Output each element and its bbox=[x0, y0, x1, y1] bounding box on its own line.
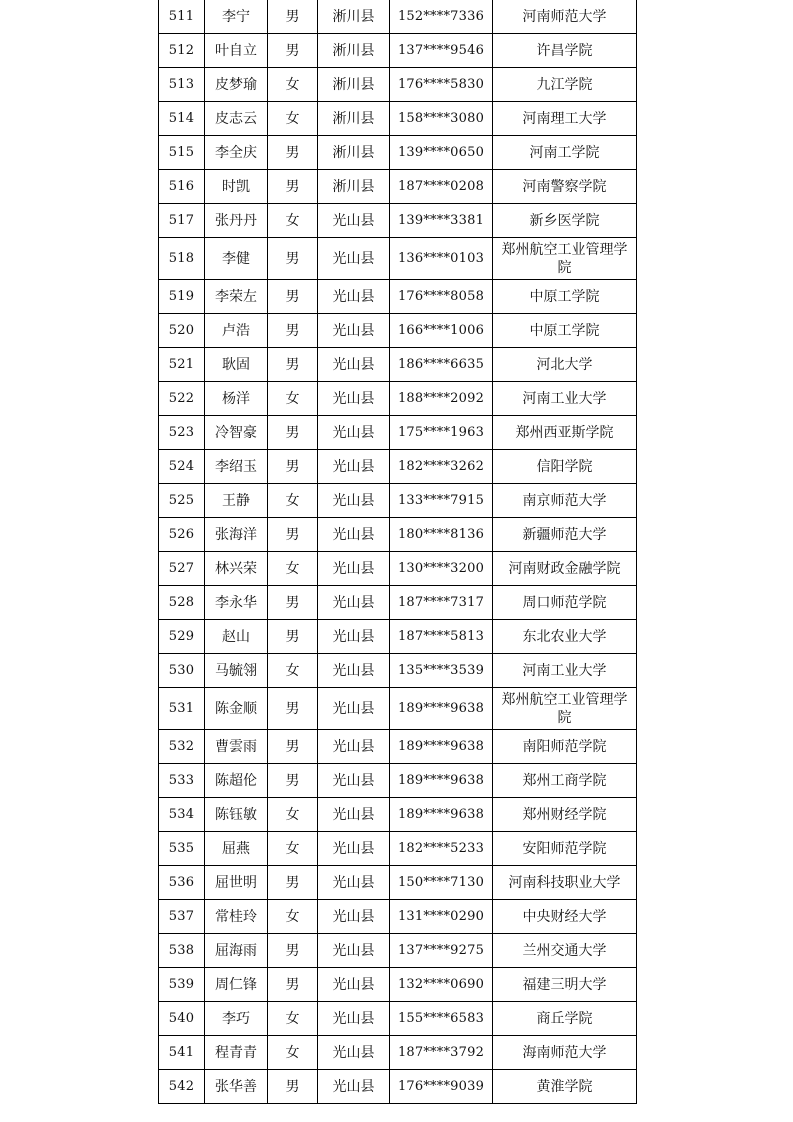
phone-cell: 139****0650 bbox=[390, 136, 493, 170]
row-number: 528 bbox=[159, 586, 205, 620]
row-number: 516 bbox=[159, 170, 205, 204]
table-row bbox=[159, 730, 637, 764]
gender-cell: 男 bbox=[268, 314, 318, 348]
county-cell: 光山县 bbox=[318, 552, 390, 586]
table-row bbox=[159, 102, 637, 136]
name-cell: 陈超伦 bbox=[205, 764, 268, 798]
gender-cell: 女 bbox=[268, 484, 318, 518]
school-cell: 河南理工大学 bbox=[493, 102, 637, 136]
row-number: 524 bbox=[159, 450, 205, 484]
county-cell: 光山县 bbox=[318, 382, 390, 416]
row-number: 541 bbox=[159, 1036, 205, 1070]
county-cell: 光山县 bbox=[318, 730, 390, 764]
school-cell: 南京师范大学 bbox=[493, 484, 637, 518]
table-row bbox=[159, 518, 637, 552]
gender-cell: 男 bbox=[268, 866, 318, 900]
table-row bbox=[159, 136, 637, 170]
table-row bbox=[159, 552, 637, 586]
school-cell: 河南工业大学 bbox=[493, 382, 637, 416]
gender-cell: 男 bbox=[268, 170, 318, 204]
gender-cell: 男 bbox=[268, 416, 318, 450]
name-cell: 叶自立 bbox=[205, 34, 268, 68]
row-number: 537 bbox=[159, 900, 205, 934]
school-cell: 河北大学 bbox=[493, 348, 637, 382]
name-cell: 皮志云 bbox=[205, 102, 268, 136]
phone-cell: 189****9638 bbox=[390, 730, 493, 764]
school-cell: 商丘学院 bbox=[493, 1002, 637, 1036]
row-number: 512 bbox=[159, 34, 205, 68]
table-row bbox=[159, 866, 637, 900]
gender-cell: 男 bbox=[268, 348, 318, 382]
county-cell: 淅川县 bbox=[318, 102, 390, 136]
gender-cell: 女 bbox=[268, 798, 318, 832]
row-number: 533 bbox=[159, 764, 205, 798]
county-cell: 光山县 bbox=[318, 866, 390, 900]
county-cell: 光山县 bbox=[318, 1070, 390, 1104]
school-cell: 许昌学院 bbox=[493, 34, 637, 68]
phone-cell: 133****7915 bbox=[390, 484, 493, 518]
phone-cell: 176****5830 bbox=[390, 68, 493, 102]
school-cell: 河南工业大学 bbox=[493, 654, 637, 688]
county-cell: 光山县 bbox=[318, 832, 390, 866]
phone-cell: 187****5813 bbox=[390, 620, 493, 654]
school-cell: 东北农业大学 bbox=[493, 620, 637, 654]
row-number: 538 bbox=[159, 934, 205, 968]
table-row bbox=[159, 900, 637, 934]
row-number: 542 bbox=[159, 1070, 205, 1104]
school-cell: 中原工学院 bbox=[493, 314, 637, 348]
student-table bbox=[158, 0, 637, 1104]
row-number: 540 bbox=[159, 1002, 205, 1036]
county-cell: 光山县 bbox=[318, 620, 390, 654]
gender-cell: 男 bbox=[268, 238, 318, 280]
table-body bbox=[159, 0, 637, 1104]
school-cell: 中央财经大学 bbox=[493, 900, 637, 934]
table-row bbox=[159, 204, 637, 238]
county-cell: 光山县 bbox=[318, 484, 390, 518]
phone-cell: 136****0103 bbox=[390, 238, 493, 280]
table-row bbox=[159, 620, 637, 654]
phone-cell: 186****6635 bbox=[390, 348, 493, 382]
county-cell: 光山县 bbox=[318, 204, 390, 238]
county-cell: 光山县 bbox=[318, 314, 390, 348]
gender-cell: 男 bbox=[268, 280, 318, 314]
school-cell: 郑州航空工业管理学院 bbox=[493, 238, 637, 280]
school-cell: 兰州交通大学 bbox=[493, 934, 637, 968]
name-cell: 李健 bbox=[205, 238, 268, 280]
gender-cell: 女 bbox=[268, 1036, 318, 1070]
school-cell: 黄淮学院 bbox=[493, 1070, 637, 1104]
county-cell: 淅川县 bbox=[318, 0, 390, 34]
county-cell: 光山县 bbox=[318, 238, 390, 280]
document-page bbox=[158, 0, 636, 1103]
row-number: 520 bbox=[159, 314, 205, 348]
table-row bbox=[159, 934, 637, 968]
gender-cell: 男 bbox=[268, 34, 318, 68]
name-cell: 马毓翎 bbox=[205, 654, 268, 688]
county-cell: 光山县 bbox=[318, 518, 390, 552]
phone-cell: 182****5233 bbox=[390, 832, 493, 866]
gender-cell: 男 bbox=[268, 934, 318, 968]
table-row bbox=[159, 314, 637, 348]
row-number: 525 bbox=[159, 484, 205, 518]
phone-cell: 135****3539 bbox=[390, 654, 493, 688]
county-cell: 光山县 bbox=[318, 1002, 390, 1036]
table-row bbox=[159, 450, 637, 484]
name-cell: 王静 bbox=[205, 484, 268, 518]
phone-cell: 188****2092 bbox=[390, 382, 493, 416]
school-cell: 南阳师范学院 bbox=[493, 730, 637, 764]
school-cell: 河南财政金融学院 bbox=[493, 552, 637, 586]
phone-cell: 180****8136 bbox=[390, 518, 493, 552]
name-cell: 屈海雨 bbox=[205, 934, 268, 968]
row-number: 534 bbox=[159, 798, 205, 832]
school-cell: 中原工学院 bbox=[493, 280, 637, 314]
row-number: 529 bbox=[159, 620, 205, 654]
gender-cell: 男 bbox=[268, 1070, 318, 1104]
county-cell: 光山县 bbox=[318, 968, 390, 1002]
row-number: 521 bbox=[159, 348, 205, 382]
gender-cell: 男 bbox=[268, 730, 318, 764]
name-cell: 曹雲雨 bbox=[205, 730, 268, 764]
school-cell: 郑州航空工业管理学院 bbox=[493, 688, 637, 730]
table-row bbox=[159, 68, 637, 102]
phone-cell: 150****7130 bbox=[390, 866, 493, 900]
county-cell: 光山县 bbox=[318, 280, 390, 314]
table-row bbox=[159, 832, 637, 866]
gender-cell: 女 bbox=[268, 552, 318, 586]
phone-cell: 189****9638 bbox=[390, 798, 493, 832]
name-cell: 李巧 bbox=[205, 1002, 268, 1036]
gender-cell: 女 bbox=[268, 900, 318, 934]
name-cell: 李绍玉 bbox=[205, 450, 268, 484]
phone-cell: 176****9039 bbox=[390, 1070, 493, 1104]
school-cell: 郑州工商学院 bbox=[493, 764, 637, 798]
phone-cell: 187****0208 bbox=[390, 170, 493, 204]
phone-cell: 166****1006 bbox=[390, 314, 493, 348]
school-cell: 福建三明大学 bbox=[493, 968, 637, 1002]
phone-cell: 152****7336 bbox=[390, 0, 493, 34]
county-cell: 光山县 bbox=[318, 348, 390, 382]
name-cell: 杨洋 bbox=[205, 382, 268, 416]
phone-cell: 187****7317 bbox=[390, 586, 493, 620]
name-cell: 张海洋 bbox=[205, 518, 268, 552]
county-cell: 光山县 bbox=[318, 934, 390, 968]
gender-cell: 男 bbox=[268, 620, 318, 654]
gender-cell: 女 bbox=[268, 68, 318, 102]
table-row bbox=[159, 238, 637, 280]
table-row bbox=[159, 348, 637, 382]
county-cell: 淅川县 bbox=[318, 68, 390, 102]
gender-cell: 男 bbox=[268, 688, 318, 730]
row-number: 517 bbox=[159, 204, 205, 238]
phone-cell: 189****9638 bbox=[390, 688, 493, 730]
phone-cell: 137****9275 bbox=[390, 934, 493, 968]
phone-cell: 189****9638 bbox=[390, 764, 493, 798]
phone-cell: 139****3381 bbox=[390, 204, 493, 238]
table-row bbox=[159, 34, 637, 68]
school-cell: 河南师范大学 bbox=[493, 0, 637, 34]
phone-cell: 176****8058 bbox=[390, 280, 493, 314]
gender-cell: 男 bbox=[268, 136, 318, 170]
row-number: 515 bbox=[159, 136, 205, 170]
name-cell: 耿固 bbox=[205, 348, 268, 382]
name-cell: 李宁 bbox=[205, 0, 268, 34]
school-cell: 河南科技职业大学 bbox=[493, 866, 637, 900]
school-cell: 新疆师范大学 bbox=[493, 518, 637, 552]
table-row bbox=[159, 1002, 637, 1036]
county-cell: 光山县 bbox=[318, 450, 390, 484]
school-cell: 信阳学院 bbox=[493, 450, 637, 484]
phone-cell: 155****6583 bbox=[390, 1002, 493, 1036]
school-cell: 海南师范大学 bbox=[493, 1036, 637, 1070]
gender-cell: 女 bbox=[268, 204, 318, 238]
county-cell: 光山县 bbox=[318, 688, 390, 730]
gender-cell: 男 bbox=[268, 764, 318, 798]
table-row bbox=[159, 382, 637, 416]
name-cell: 时凯 bbox=[205, 170, 268, 204]
table-row bbox=[159, 688, 637, 730]
county-cell: 淅川县 bbox=[318, 136, 390, 170]
gender-cell: 男 bbox=[268, 968, 318, 1002]
gender-cell: 女 bbox=[268, 102, 318, 136]
gender-cell: 男 bbox=[268, 450, 318, 484]
phone-cell: 131****0290 bbox=[390, 900, 493, 934]
county-cell: 光山县 bbox=[318, 416, 390, 450]
phone-cell: 137****9546 bbox=[390, 34, 493, 68]
county-cell: 光山县 bbox=[318, 900, 390, 934]
name-cell: 陈钰敏 bbox=[205, 798, 268, 832]
name-cell: 张丹丹 bbox=[205, 204, 268, 238]
table-row bbox=[159, 280, 637, 314]
school-cell: 新乡医学院 bbox=[493, 204, 637, 238]
row-number: 513 bbox=[159, 68, 205, 102]
school-cell: 周口师范学院 bbox=[493, 586, 637, 620]
row-number: 536 bbox=[159, 866, 205, 900]
gender-cell: 女 bbox=[268, 832, 318, 866]
school-cell: 河南工学院 bbox=[493, 136, 637, 170]
table-row bbox=[159, 484, 637, 518]
row-number: 514 bbox=[159, 102, 205, 136]
school-cell: 安阳师范学院 bbox=[493, 832, 637, 866]
school-cell: 郑州西亚斯学院 bbox=[493, 416, 637, 450]
name-cell: 李全庆 bbox=[205, 136, 268, 170]
county-cell: 光山县 bbox=[318, 764, 390, 798]
name-cell: 陈金顺 bbox=[205, 688, 268, 730]
name-cell: 常桂玲 bbox=[205, 900, 268, 934]
row-number: 526 bbox=[159, 518, 205, 552]
row-number: 523 bbox=[159, 416, 205, 450]
school-cell: 九江学院 bbox=[493, 68, 637, 102]
school-cell: 河南警察学院 bbox=[493, 170, 637, 204]
name-cell: 卢浩 bbox=[205, 314, 268, 348]
table-row bbox=[159, 416, 637, 450]
table-row bbox=[159, 968, 637, 1002]
table-row bbox=[159, 170, 637, 204]
row-number: 522 bbox=[159, 382, 205, 416]
gender-cell: 男 bbox=[268, 586, 318, 620]
gender-cell: 女 bbox=[268, 654, 318, 688]
phone-cell: 182****3262 bbox=[390, 450, 493, 484]
school-cell: 郑州财经学院 bbox=[493, 798, 637, 832]
row-number: 519 bbox=[159, 280, 205, 314]
name-cell: 赵山 bbox=[205, 620, 268, 654]
phone-cell: 175****1963 bbox=[390, 416, 493, 450]
gender-cell: 男 bbox=[268, 518, 318, 552]
county-cell: 淅川县 bbox=[318, 34, 390, 68]
table-row bbox=[159, 764, 637, 798]
name-cell: 冷智豪 bbox=[205, 416, 268, 450]
row-number: 535 bbox=[159, 832, 205, 866]
phone-cell: 158****3080 bbox=[390, 102, 493, 136]
table-row bbox=[159, 0, 637, 34]
county-cell: 光山县 bbox=[318, 798, 390, 832]
table-row bbox=[159, 1070, 637, 1104]
gender-cell: 女 bbox=[268, 382, 318, 416]
table-row bbox=[159, 654, 637, 688]
name-cell: 李永华 bbox=[205, 586, 268, 620]
county-cell: 光山县 bbox=[318, 654, 390, 688]
name-cell: 林兴荣 bbox=[205, 552, 268, 586]
name-cell: 张华善 bbox=[205, 1070, 268, 1104]
name-cell: 屈燕 bbox=[205, 832, 268, 866]
row-number: 530 bbox=[159, 654, 205, 688]
county-cell: 光山县 bbox=[318, 1036, 390, 1070]
name-cell: 皮梦瑜 bbox=[205, 68, 268, 102]
gender-cell: 女 bbox=[268, 1002, 318, 1036]
phone-cell: 187****3792 bbox=[390, 1036, 493, 1070]
row-number: 527 bbox=[159, 552, 205, 586]
county-cell: 淅川县 bbox=[318, 170, 390, 204]
row-number: 531 bbox=[159, 688, 205, 730]
table-row bbox=[159, 586, 637, 620]
phone-cell: 132****0690 bbox=[390, 968, 493, 1002]
county-cell: 光山县 bbox=[318, 586, 390, 620]
row-number: 511 bbox=[159, 0, 205, 34]
row-number: 532 bbox=[159, 730, 205, 764]
gender-cell: 男 bbox=[268, 0, 318, 34]
table-row bbox=[159, 798, 637, 832]
name-cell: 李荣左 bbox=[205, 280, 268, 314]
name-cell: 程青青 bbox=[205, 1036, 268, 1070]
name-cell: 周仁锋 bbox=[205, 968, 268, 1002]
row-number: 518 bbox=[159, 238, 205, 280]
table-row bbox=[159, 1036, 637, 1070]
phone-cell: 130****3200 bbox=[390, 552, 493, 586]
name-cell: 屈世明 bbox=[205, 866, 268, 900]
row-number: 539 bbox=[159, 968, 205, 1002]
